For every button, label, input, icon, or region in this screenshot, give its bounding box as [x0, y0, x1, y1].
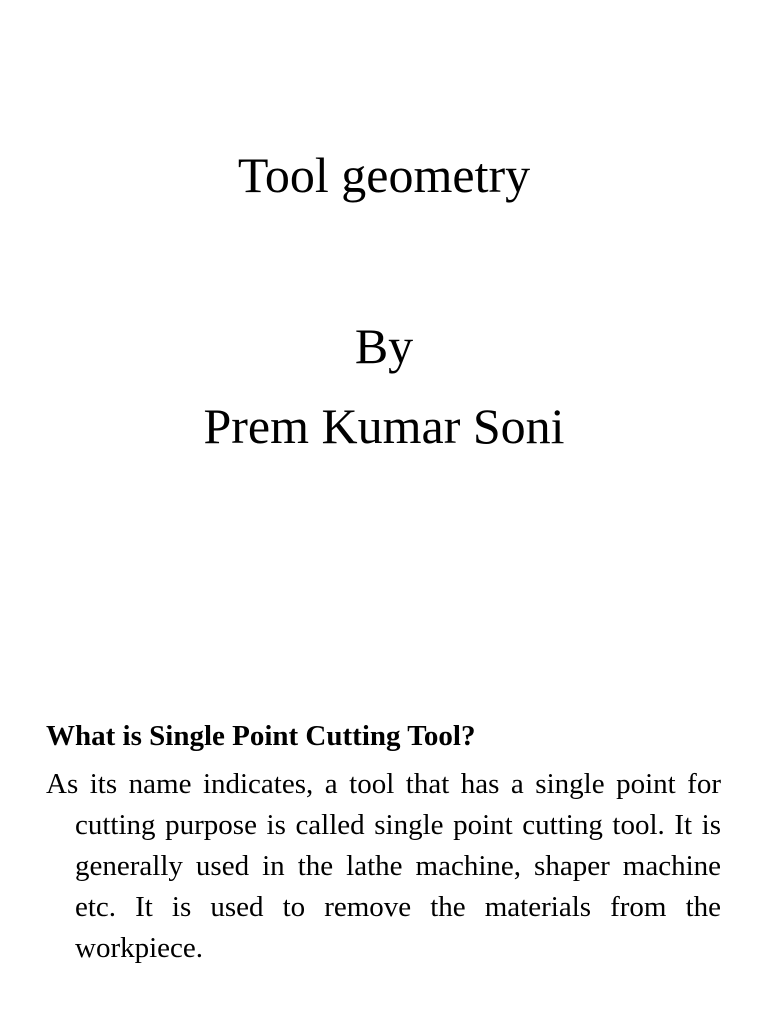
section-paragraph: As its name indicates, a tool that has a single point for cutting purpose is called single point cutting tool. It is generally used in the lathe machine, shaper machine etc. It is used to remove the materials from the workpiece. — [46, 768, 721, 964]
section-heading: What is Single Point Cutting Tool? — [46, 720, 476, 752]
author-name: Prem Kumar Soni — [203, 398, 565, 454]
document-title: Tool geometry — [237, 147, 531, 203]
by-line: By — [354, 318, 414, 374]
